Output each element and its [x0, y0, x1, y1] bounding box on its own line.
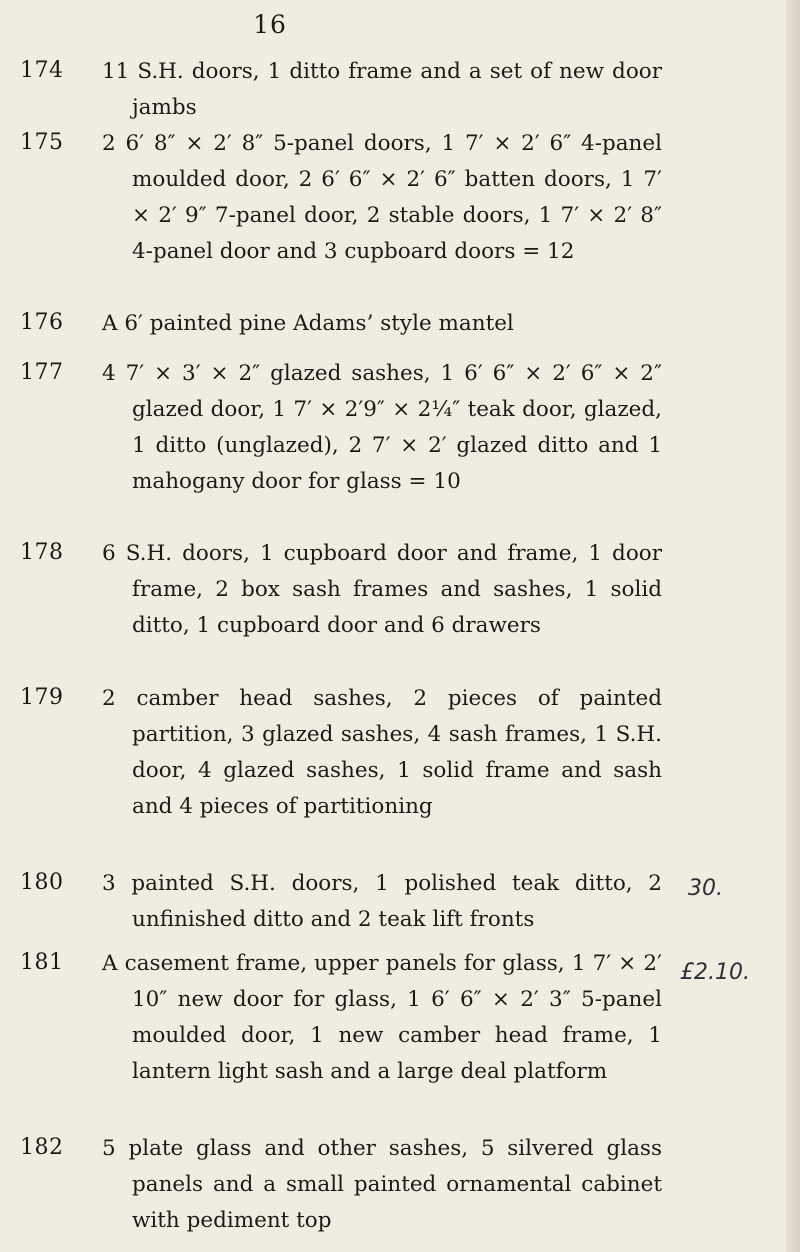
- lot-description: A 6′ painted pine Adams’ style mantel: [102, 311, 514, 336]
- page-edge: [786, 0, 800, 1252]
- margin-note-181: £2.10.: [680, 960, 750, 985]
- lot-description: 5 plate glass and other sashes, 5 silvered glass panels and a small painted ornamental cabinet with pediment top: [102, 1136, 662, 1233]
- page-number: 16: [253, 10, 287, 39]
- lot-number: 174: [20, 58, 64, 83]
- lot-description: 6 S.H. doors, 1 cupboard door and frame, 1 door frame, 2 box sash frames and sashes, 1 solid ditto, 1 cupboard door and 6 drawers: [102, 541, 662, 638]
- lot-number: 177: [20, 360, 64, 385]
- lot-number: 175: [20, 130, 64, 155]
- lot-description: 3 painted S.H. doors, 1 polished teak ditto, 2 unfinished ditto and 2 teak lift fronts: [102, 871, 662, 932]
- lot-number: 182: [20, 1135, 64, 1160]
- lot-description: 2 camber head sashes, 2 pieces of painted partition, 3 glazed sashes, 4 sash frames, 1 S.H. door, 4 glazed sashes, 1 solid frame and sash and 4 pieces of partitioning: [102, 686, 662, 819]
- lot-description: 2 6′ 8″ × 2′ 8″ 5-panel doors, 1 7′ × 2′ 6″ 4-panel moulded door, 2 6′ 6″ × 2′ 6″ batten doors, 1 7′ × 2′ 9″ 7-panel door, 2 stable doors, 1 7′ × 2′ 8″ 4-panel door and 3 cupboard doors = 12: [102, 131, 662, 264]
- lot-number: 179: [20, 685, 64, 710]
- lot-number: 176: [20, 310, 64, 335]
- lot-description: 11 S.H. doors, 1 ditto frame and a set of new door jambs: [102, 59, 662, 120]
- lot-number: 178: [20, 540, 64, 565]
- lot-description: 4 7′ × 3′ × 2″ glazed sashes, 1 6′ 6″ × 2′ 6″ × 2″ glazed door, 1 7′ × 2′9″ × 2¼″ teak door, glazed, 1 ditto (unglazed), 2 7′ × 2′ glazed ditto and 1 mahogany door for glass = 10: [102, 361, 662, 494]
- lot-number: 180: [20, 870, 64, 895]
- lot-number: 181: [20, 950, 64, 975]
- margin-note-180: 30.: [688, 876, 723, 901]
- lot-description: A casement frame, upper panels for glass, 1 7′ × 2′ 10″ new door for glass, 1 6′ 6″ × 2′ 3″ 5-panel moulded door, 1 new camber head frame, 1 lantern light sash and a large deal platform: [102, 951, 662, 1084]
